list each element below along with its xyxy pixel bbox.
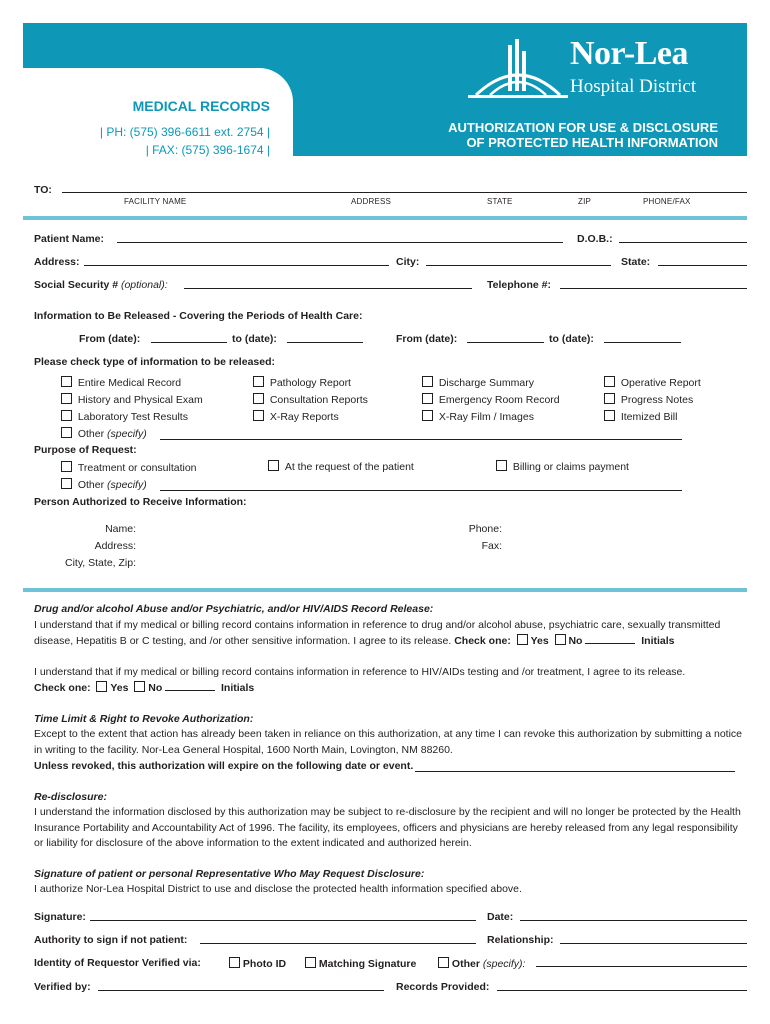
recipient-city-label: City, State, Zip: [65,557,136,569]
dob-field[interactable] [619,242,747,243]
identity-other-label: Other [451,958,480,970]
state-field[interactable] [658,265,747,266]
purpose-other-field[interactable] [160,490,682,491]
purpose-options [61,460,197,494]
to-sublabel-zip: ZIP [578,197,592,206]
photo-id-label: Photo ID [242,958,287,970]
records-label: Records Provided: [396,981,490,993]
release-option[interactable] [604,392,701,409]
department-fax: | FAX: (575) 396-1674 | [145,143,270,157]
sensitive-text-1 [34,618,744,649]
sensitive-yes-checkbox-2[interactable] [96,681,107,692]
signature-text: I authorize Nor-Lea Hospital District to use and disclose the protected health information specified above. [34,883,522,895]
logo-text-norlea: Nor-Lea [570,35,688,72]
to-sublabel-address: ADDRESS [351,197,392,206]
city-field[interactable] [426,265,611,266]
initials-label-1: Initials [641,634,675,647]
from-date-label-1: From (date): [79,333,141,345]
release-option-label: X-Ray Reports [269,411,339,423]
time-limit-heading: Time Limit & Right to Revoke Authorization: [34,713,254,725]
recipient-name-label: Name: [105,523,136,535]
release-option[interactable] [61,375,203,392]
sensitive-text-2-body: I understand that if my medical or billing record contains information in reference to HIV/AIDs testing and /or treatment, I agree to its release. [34,666,686,678]
relationship-label: Relationship: [487,934,554,946]
release-option-label: Consultation Reports [269,394,368,406]
release-option-label: Entire Medical Record [77,377,182,389]
identity-photo-option[interactable] [229,957,286,970]
verified-field[interactable] [98,990,384,991]
logo-text-hospital: Hospital District [570,76,697,97]
verified-label: Verified by: [34,981,91,993]
identity-other-field[interactable] [536,966,747,967]
checkbox[interactable] [305,957,316,968]
initials-field-1[interactable] [585,643,635,644]
purpose-option-other[interactable] [61,477,197,494]
release-option-label: Laboratory Test Results [77,411,188,423]
ssn-label-text: Social Security # [34,279,119,291]
form-title-line2: OF PROTECTED HEALTH INFORMATION [466,135,718,150]
authority-field[interactable] [200,943,476,944]
checkbox[interactable] [61,393,72,404]
signature-label: Signature: [34,911,86,923]
from-date-field-2[interactable] [467,342,544,343]
expire-field[interactable] [415,771,735,772]
sensitive-no-checkbox-2[interactable] [134,681,145,692]
checkbox[interactable] [604,393,615,404]
recipient-heading: Person Authorized to Receive Information: [34,496,247,508]
initials-label-2: Initials [221,681,255,694]
release-option-label: Pathology Report [269,377,351,389]
checkbox[interactable] [61,376,72,387]
checkbox[interactable] [422,410,433,421]
release-option[interactable] [604,409,701,426]
section-divider-1 [23,216,747,220]
release-col-4 [604,375,701,426]
ssn-field[interactable] [184,288,472,289]
city-label: City: [396,256,420,268]
department-phone: | PH: (575) 396-6611 ext. 2754 | [99,125,270,139]
check-one-label: Check one: [454,634,511,647]
recipient-phone-label: Phone: [468,523,502,535]
from-date-field-1[interactable] [151,342,227,343]
date-label: Date: [487,911,514,923]
to-sublabel-phonefax: PHONE/FAX [643,197,691,206]
purpose-option-label: Treatment or consultation [77,462,197,474]
checkbox[interactable] [61,478,72,489]
release-option-label: Discharge Summary [438,377,534,389]
time-limit-text: Except to the extent that action has already been taken in reliance on this authorization, at any time I can revoke this authorization by submitting a notice in writing to the facility. Nor-Lea General Hospital, 1600 North Main, Lovington, NM 88260. [34,728,743,756]
authority-label: Authority to sign if not patient: [34,934,188,946]
address-label: Address: [34,256,80,268]
dob-label: D.O.B.: [577,233,613,245]
yes-label: Yes [530,634,549,647]
check-type-heading: Please check type of information to be released: [34,356,275,368]
to-sublabel-state: STATE [487,197,513,206]
release-col-3 [422,375,560,426]
telephone-field[interactable] [560,288,747,289]
sensitive-heading: Drug and/or alcohol Abuse and/or Psychiatric, and/or HIV/AIDS Record Release: [34,603,434,615]
release-option[interactable] [253,375,368,392]
redisclosure-text: I understand the information disclosed by this authorization may be subject to re-disclosure by the recipient and will no longer be protected by the Health Insurance Portability and Accountability Act of 1996. The facility, its employees, officers and physicians are hereby released from any legal responsibility or liability for disclosure of the above information to the extent indicated and authorized herein. [34,806,741,849]
address-field[interactable] [84,265,389,266]
logo [468,35,728,105]
signature-field[interactable] [90,920,476,921]
expire-label: Unless revoked, this authorization will expire on the following date or event. [34,760,414,772]
purpose-option-patient[interactable] [268,460,414,473]
signature-heading: Signature of patient or personal Representative Who May Request Disclosure: [34,868,425,880]
purpose-heading: Purpose of Request: [34,444,137,456]
ssn-label [34,279,168,291]
date-field[interactable] [520,920,747,921]
yes-label-2: Yes [110,681,129,694]
release-option[interactable] [253,409,368,426]
recipient-fax-label: Fax: [481,540,502,552]
checkbox[interactable] [61,461,72,472]
purpose-option-billing[interactable] [496,460,629,473]
purpose-option-treatment[interactable] [61,460,197,477]
to-date-label-1: to (date): [232,333,277,345]
sensitive-text-2 [34,665,744,696]
release-other-field[interactable] [160,439,682,440]
telephone-label: Telephone #: [487,279,551,291]
checkbox[interactable] [422,393,433,404]
initials-field-2[interactable] [165,690,215,691]
release-other-label: Other [77,428,105,440]
release-option-label: X-Ray Film / Images [438,411,534,423]
recipient-address-label: Address: [94,540,136,552]
to-field-line[interactable] [62,192,747,193]
checkbox[interactable] [229,957,240,968]
checkbox[interactable] [253,410,264,421]
section-divider-2 [23,588,747,592]
sensitive-text-1-body: I understand that if my medical or billing record contains information in reference to drug and/or alcohol abuse, psychiatric care, sexually transmitted disease, Hepatitis B or C testing, and /or other sensitive information. I agree to its release. [34,619,721,647]
department-title: MEDICAL RECORDS [132,98,270,114]
state-label: State: [621,256,651,268]
release-option-label: Emergency Room Record [438,394,560,406]
release-option[interactable] [253,392,368,409]
checkbox[interactable] [422,376,433,387]
release-option-label: History and Physical Exam [77,394,203,406]
no-label: No [568,634,583,647]
purpose-option-label: At the request of the patient [284,461,414,473]
release-option[interactable] [422,375,560,392]
release-heading: Information to Be Released - Covering the Periods of Health Care: [34,310,363,322]
purpose-specify-label: (specify) [107,479,147,491]
from-date-label-2: From (date): [396,333,458,345]
release-option[interactable] [61,392,203,409]
to-date-field-1[interactable] [287,342,363,343]
to-label: TO: [34,184,52,196]
release-option[interactable] [604,375,701,392]
ssn-optional-text: (optional): [120,279,168,291]
to-date-field-2[interactable] [604,342,681,343]
release-option[interactable] [422,409,560,426]
sensitive-no-checkbox-1[interactable] [555,634,566,645]
checkbox[interactable] [268,460,279,471]
relationship-field[interactable] [560,943,747,944]
identity-matching-option[interactable] [305,957,416,970]
identity-other-option[interactable] [438,957,525,970]
to-sublabel-facility: FACILITY NAME [124,197,187,206]
records-field[interactable] [497,990,747,991]
identity-specify-label: (specify): [482,958,526,970]
purpose-option-label: Billing or claims payment [512,461,629,473]
sensitive-yes-checkbox-1[interactable] [517,634,528,645]
purpose-other-label: Other [77,479,105,491]
redisclosure-heading: Re-disclosure: [34,791,107,803]
patient-name-label: Patient Name: [34,233,105,245]
checkbox[interactable] [253,376,264,387]
checkbox[interactable] [438,957,449,968]
identity-label: Identity of Requestor Verified via: [34,957,201,969]
check-one-label-2: Check one: [34,681,91,694]
checkbox[interactable] [61,410,72,421]
release-option-label: Progress Notes [620,394,694,406]
release-option[interactable] [422,392,560,409]
release-specify-label: (specify) [107,428,147,440]
checkbox[interactable] [604,410,615,421]
release-option[interactable] [61,409,203,426]
matching-label: Matching Signature [318,958,417,970]
logo-sun-icon [468,35,568,103]
checkbox[interactable] [253,393,264,404]
release-option-label: Operative Report [620,377,701,389]
checkbox[interactable] [61,427,72,438]
no-label-2: No [148,681,163,694]
to-date-label-2: to (date): [549,333,594,345]
checkbox[interactable] [604,376,615,387]
patient-name-field[interactable] [117,242,563,243]
release-option-other[interactable] [61,426,203,443]
release-option-label: Itemized Bill [620,411,678,423]
release-col-1 [61,375,203,443]
checkbox[interactable] [496,460,507,471]
form-title-line1: AUTHORIZATION FOR USE & DISCLOSURE [448,120,718,135]
release-col-2 [253,375,368,426]
